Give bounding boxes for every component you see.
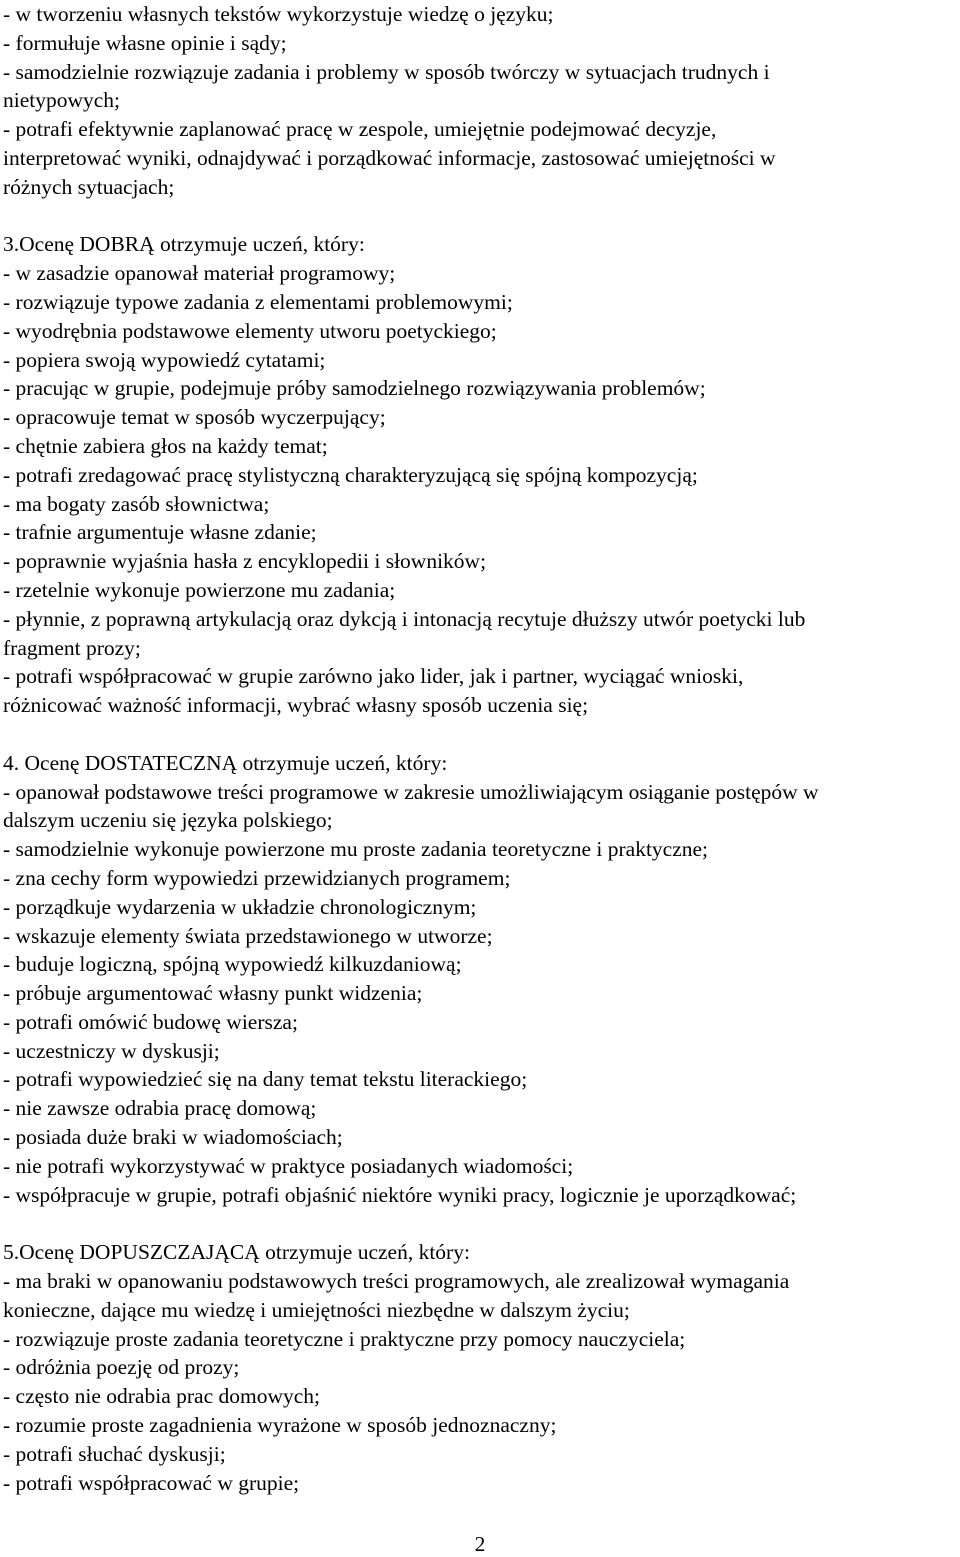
grade-dostateczna-heading: 4. Ocenę DOSTATECZNĄ otrzymuje uczeń, który: — [3, 750, 448, 775]
intro-line: nietypowych; — [3, 88, 121, 113]
grade-dopuszczajaca-line: - potrafi słuchać dyskusji; — [3, 1441, 226, 1466]
grade-dostateczna-line: - nie zawsze odrabia pracę domową; — [3, 1096, 317, 1121]
grade-dobra-line: - trafnie argumentuje własne zdanie; — [3, 520, 317, 545]
intro-line: interpretować wyniki, odnajdywać i porządkować informacje, zastosować umiejętności w — [3, 145, 776, 170]
grade-dostateczna-line: - opanował podstawowe treści programowe w zakresie umożliwiającym osiąganie postępów w — [3, 779, 819, 804]
grade-dobra-line: - ma bogaty zasób słownictwa; — [3, 491, 270, 516]
grade-dostateczna-line: - samodzielnie wykonuje powierzone mu proste zadania teoretyczne i praktyczne; — [3, 837, 709, 862]
document-page — [3, 0, 958, 1497]
grade-dostateczna-line: - potrafi omówić budowę wiersza; — [3, 1009, 298, 1034]
grade-dobra-line: - potrafi zredagować pracę stylistyczną charakteryzującą się spójną kompozycją; — [3, 462, 698, 487]
grade-dostateczna-line: - potrafi wypowiedzieć się na dany temat tekstu literackiego; — [3, 1067, 528, 1092]
grade-dopuszczajaca-line: - odróżnia poezję od prozy; — [3, 1355, 240, 1380]
grade-dobra-line: - poprawnie wyjaśnia hasła z encyklopedii i słowników; — [3, 549, 487, 574]
grade-dostateczna-line: - próbuje argumentować własny punkt widzenia; — [3, 981, 423, 1006]
intro-line: różnych sytuacjach; — [3, 174, 175, 199]
grade-dostateczna-section — [3, 749, 958, 1210]
intro-line: - formułuje własne opinie i sądy; — [3, 30, 287, 55]
grade-dostateczna-line: - współpracuje w grupie, potrafi objaśnić niektóre wyniki pracy, logicznie je uporządkować; — [3, 1182, 797, 1207]
grade-dopuszczajaca-line: - rozwiązuje proste zadania teoretyczne i praktyczne przy pomocy nauczyciela; — [3, 1326, 686, 1351]
grade-dostateczna-line: - nie potrafi wykorzystywać w praktyce posiadanych wiadomości; — [3, 1153, 574, 1178]
grade-dobra-section — [3, 230, 958, 720]
grade-dobra-line: - popiera swoją wypowiedź cytatami; — [3, 347, 326, 372]
grade-dopuszczajaca-line: - rozumie proste zagadnienia wyrażone w sposób jednoznaczny; — [3, 1413, 557, 1438]
grade-dobra-line: fragment prozy; — [3, 635, 141, 660]
section-spacer — [3, 202, 958, 231]
grade-dobra-heading: 3.Ocenę DOBRĄ otrzymuje uczeń, który: — [3, 232, 365, 257]
intro-criteria-list — [3, 0, 958, 202]
grade-dobra-line: różnicować ważność informacji, wybrać własny sposób uczenia się; — [3, 693, 589, 718]
grade-dobra-line: - pracując w grupie, podejmuje próby samodzielnego rozwiązywania problemów; — [3, 376, 706, 401]
grade-dostateczna-line: - zna cechy form wypowiedzi przewidzianych programem; — [3, 865, 511, 890]
section-spacer — [3, 1209, 958, 1238]
grade-dobra-line: - rzetelnie wykonuje powierzone mu zadania; — [3, 577, 396, 602]
page-number: 2 — [474, 1532, 486, 1556]
grade-dobra-line: - w zasadzie opanował materiał programowy; — [3, 261, 396, 286]
grade-dostateczna-line: dalszym uczeniu się języka polskiego; — [3, 808, 333, 833]
grade-dobra-line: - płynnie, z poprawną artykulacją oraz dykcją i intonacją recytuje dłuższy utwór poetycki lub — [3, 606, 806, 631]
grade-dopuszczajaca-section — [3, 1238, 958, 1497]
grade-dostateczna-line: - posiada duże braki w wiadomościach; — [3, 1125, 343, 1150]
grade-dobra-line: - opracowuje temat w sposób wyczerpujący; — [3, 405, 386, 430]
grade-dobra-line: - chętnie zabiera głos na każdy temat; — [3, 433, 328, 458]
section-spacer — [3, 720, 958, 749]
grade-dobra-line: - wyodrębnia podstawowe elementy utworu poetyckiego; — [3, 318, 497, 343]
intro-line: - potrafi efektywnie zaplanować pracę w zespole, umiejętnie podejmować decyzje, — [3, 117, 717, 142]
grade-dostateczna-line: - uczestniczy w dyskusji; — [3, 1038, 220, 1063]
grade-dostateczna-line: - porządkuje wydarzenia w układzie chronologicznym; — [3, 894, 477, 919]
grade-dostateczna-line: - wskazuje elementy świata przedstawionego w utworze; — [3, 923, 493, 948]
grade-dobra-line: - rozwiązuje typowe zadania z elementami problemowymi; — [3, 289, 513, 314]
grade-dopuszczajaca-line: - ma braki w opanowaniu podstawowych treści programowych, ale zrealizował wymagania — [3, 1269, 790, 1294]
intro-line: - w tworzeniu własnych tekstów wykorzystuje wiedzę o języku; — [3, 2, 554, 26]
grade-dobra-line: - potrafi współpracować w grupie zarówno jako lider, jak i partner, wyciągać wnioski, — [3, 664, 744, 689]
grade-dopuszczajaca-line: konieczne, dające mu wiedzę i umiejętności niezbędne w dalszym życiu; — [3, 1297, 630, 1322]
intro-line: - samodzielnie rozwiązuje zadania i problemy w sposób twórczy w sytuacjach trudnych i — [3, 59, 770, 84]
grade-dostateczna-line: - buduje logiczną, spójną wypowiedź kilkuzdaniową; — [3, 952, 462, 977]
grade-dopuszczajaca-heading: 5.Ocenę DOPUSZCZAJĄCĄ otrzymuje uczeń, który: — [3, 1240, 470, 1265]
grade-dopuszczajaca-line: - często nie odrabia prac domowych; — [3, 1384, 320, 1409]
grade-dopuszczajaca-line: - potrafi współpracować w grupie; — [3, 1470, 300, 1495]
